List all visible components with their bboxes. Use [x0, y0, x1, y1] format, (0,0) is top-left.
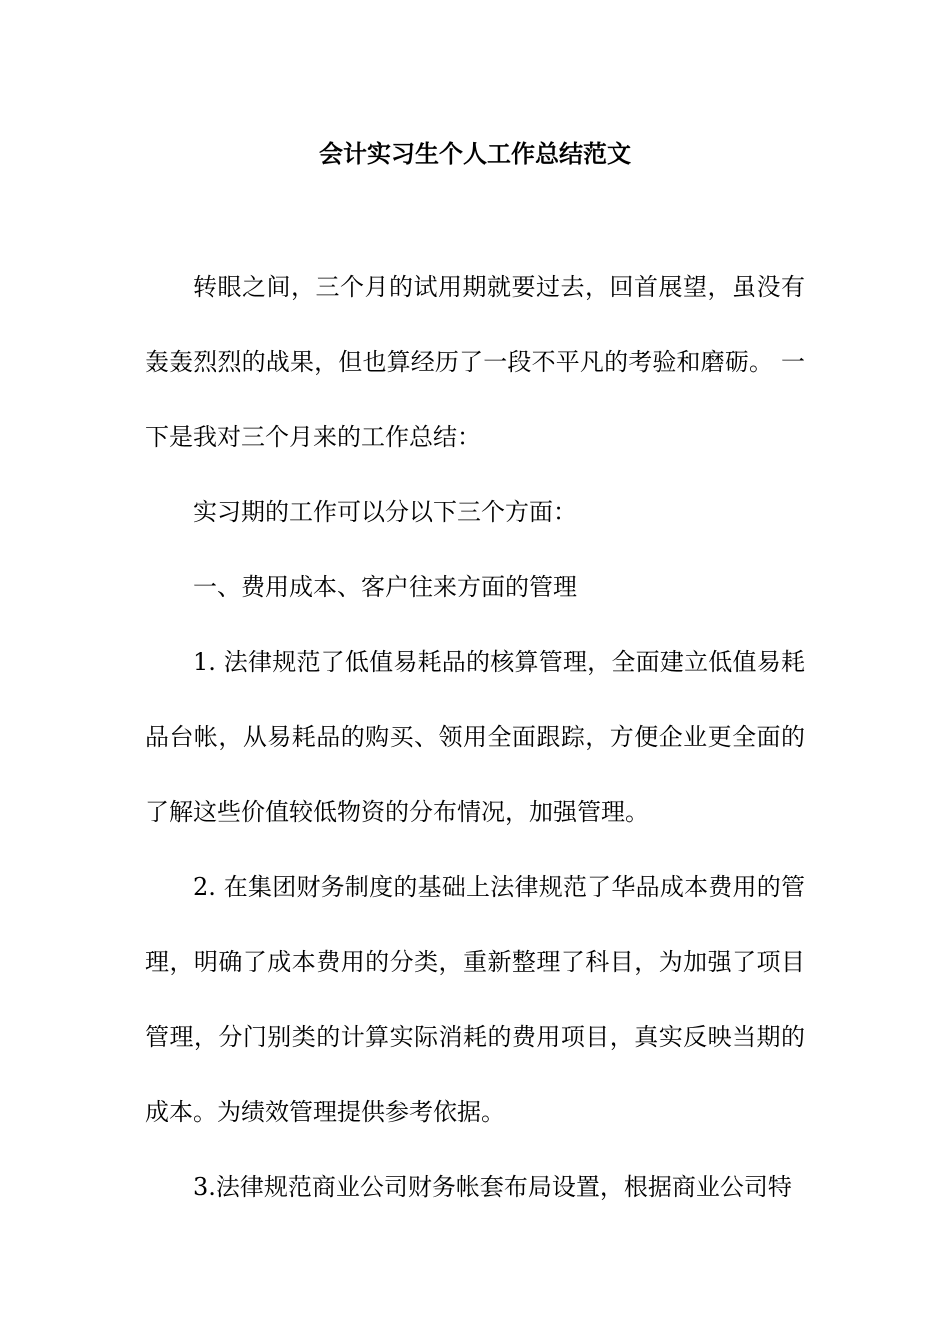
document-body	[145, 250, 805, 1225]
paragraph-item-2: 2. 在集团财务制度的基础上法律规范了华品成本费用的管理，明确了成本费用的分类，重新整理了科目，为加强了项目管理，分门别类的计算实际消耗的费用项目，真实反映当期的成本。为绩效管理提供参考依据。	[145, 873, 805, 1126]
document-title: 会计实习生个人工作总结范文	[319, 139, 631, 168]
paragraph-item-1: 1. 法律规范了低值易耗品的核算管理，全面建立低值易耗品台帐，从易耗品的购买、领用全面跟踪，方便企业更全面的了解这些价值较低物资的分布情况，加强管理。	[145, 648, 805, 826]
section-heading-1: 一、费用成本、客户往来方面的管理	[193, 573, 577, 601]
paragraph-overview: 实习期的工作可以分以下三个方面：	[193, 498, 577, 526]
paragraph-intro: 转眼之间，三个月的试用期就要过去，回首展望，虽没有轰轰烈烈的战果，但也算经历了一段不平凡的考验和磨砺。 一下是我对三个月来的工作总结：	[145, 273, 805, 451]
paragraph-item-3: 3.法律规范商业公司财务帐套布局设置，根据商业公司特	[193, 1173, 792, 1201]
